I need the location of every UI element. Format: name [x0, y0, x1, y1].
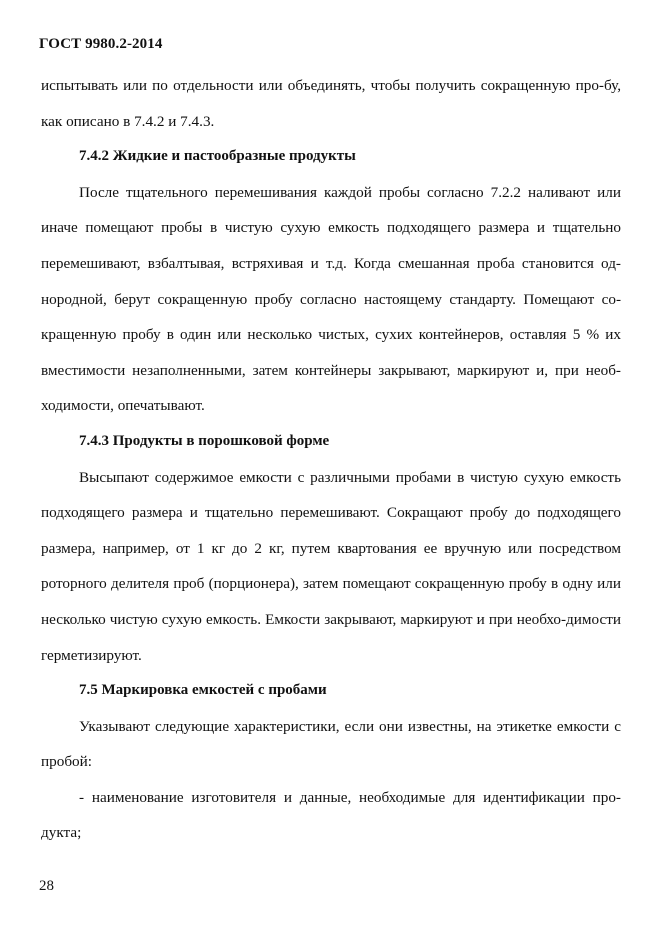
- paragraph-powder-products: Высыпают содержимое емкости с различными пробами в чистую сухую емкость подходящего размера и тщательно перемешивают. Сокращают пробу до подходящего размера, например, от 1 кг до 2 кг, путем квартования ее вручную или посредством роторного делителя проб (порционера), затем помещают сокращенную пробу в одну или несколько чистую сухую емкость. Емкости закрывают, маркируют и при необхо-димости герметизируют.: [41, 468, 621, 664]
- list-item-manufacturer: - наименование изготовителя и данные, необходимые для идентификации про-дукта;: [41, 788, 621, 842]
- section-heading-7-5: 7.5 Маркировка емкостей с пробами: [79, 682, 327, 699]
- paragraph-liquid-products: После тщательного перемешивания каждой пробы согласно 7.2.2 наливают или иначе помещают пробы в чистую сухую емкость подходящего размера и тщательно перемешивают, взбалтывая, встряхивая и т.д. Когда смешанная проба становится од-нородной, берут сокращенную пробу согласно настоящему стандарту. Помещают со-кращенную пробу в один или несколько чистых, сухих контейнеров, оставляя 5 % их вместимости незаполненными, затем контейнеры закрывают, маркируют и, при необ-ходимости, опечатывают.: [41, 183, 621, 415]
- paragraph-labeling: Указывают следующие характеристики, если они известны, на этикетке емкости с пробой:: [41, 717, 621, 771]
- document-code-header: ГОСТ 9980.2-2014: [39, 36, 163, 52]
- continuation-paragraph: испытывать или по отдельности или объединять, чтобы получить сокращенную про-бу, как описано в 7.4.2 и 7.4.3.: [41, 77, 621, 130]
- body-text: [41, 68, 621, 851]
- section-heading-7-4-2: 7.4.2 Жидкие и пастообразные продукты: [79, 148, 356, 165]
- section-heading-7-4-3: 7.4.3 Продукты в порошковой форме: [79, 432, 330, 449]
- page-number: 28: [39, 878, 54, 894]
